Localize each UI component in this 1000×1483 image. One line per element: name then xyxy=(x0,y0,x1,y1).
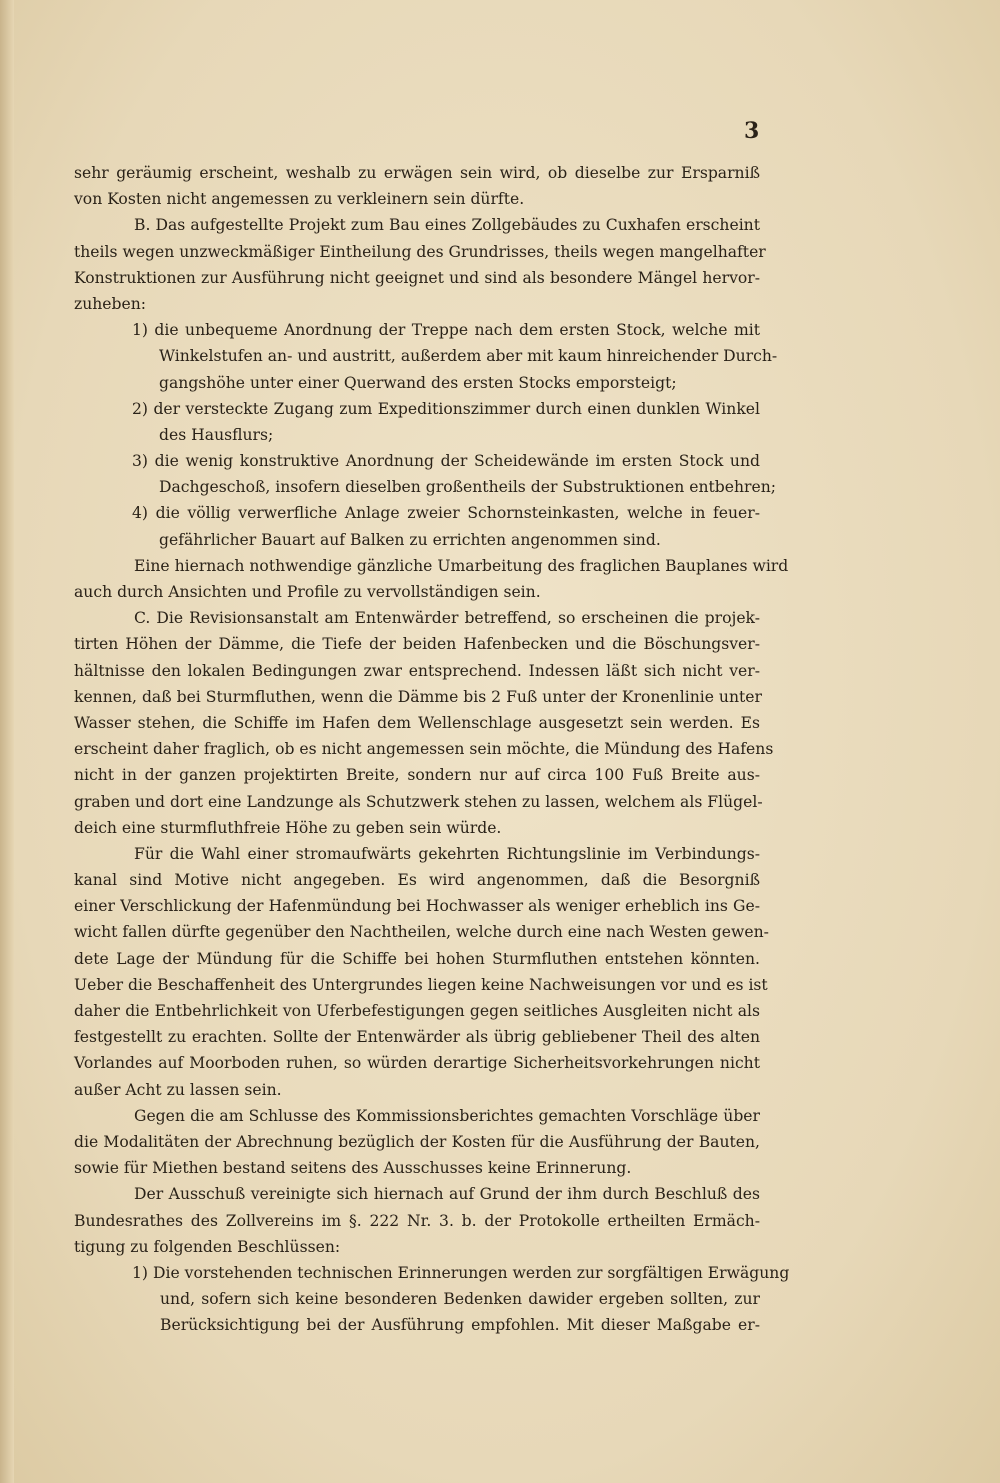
text-line: festgestellt zu erachten. Sollte der Entenwärder als übrig gebliebener Theil des alten xyxy=(74,1028,760,1047)
text-line: und, sofern sich keine besonderen Bedenken dawider ergeben sollten, zur xyxy=(160,1290,760,1309)
body-text xyxy=(74,160,790,1338)
text-line: außer Acht zu lassen sein. xyxy=(74,1080,282,1099)
text-line: sehr geräumig erscheint, weshalb zu erwägen sein wird, ob dieselbe zur Ersparniß xyxy=(74,164,760,182)
text-line: 4) die völlig verwerfliche Anlage zweier Schornsteinkasten, welche in feuer- xyxy=(132,504,760,523)
text-line: Wasser stehen, die Schiffe im Hafen dem Wellenschlage ausgesetzt sein werden. Es xyxy=(74,713,760,732)
text-line: theils wegen unzweckmäßiger Eintheilung des Grundrisses, theils wegen mangelhafter xyxy=(74,242,766,261)
text-line: nicht in der ganzen projektirten Breite, sondern nur auf circa 100 Fuß Breite aus- xyxy=(74,766,760,785)
text-line: einer Verschlickung der Hafenmündung bei Hochwasser als weniger erheblich ins Ge- xyxy=(74,897,760,916)
text-line: tirten Höhen der Dämme, die Tiefe der beiden Hafenbecken und die Böschungsver- xyxy=(74,635,760,654)
text-line: erscheint daher fraglich, ob es nicht angemessen sein möchte, die Mündung des Hafens xyxy=(74,740,774,759)
text-line: kennen, daß bei Sturmfluthen, wenn die Dämme bis 2 Fuß unter der Kronenlinie unter xyxy=(74,687,762,706)
text-line: Konstruktionen zur Ausführung nicht geeignet und sind als besondere Mängel hervor- xyxy=(74,268,760,287)
text-line: die Modalitäten der Abrechnung bezüglich der Kosten für die Ausführung der Bauten, xyxy=(74,1132,760,1151)
text-line: von Kosten nicht angemessen zu verkleinern sein dürfte. xyxy=(74,190,525,209)
text-line: Vorlandes auf Moorboden ruhen, so würden derartige Sicherheitsvorkehrungen nicht xyxy=(74,1054,760,1073)
text-line: Berücksichtigung bei der Ausführung empfohlen. Mit dieser Maßgabe er- xyxy=(160,1316,760,1335)
text-line: Eine hiernach nothwendige gänzliche Umarbeitung des fraglichen Bauplanes wird xyxy=(134,556,789,575)
text-line: Gegen die am Schlusse des Kommissionsberichtes gemachten Vorschläge über xyxy=(134,1106,760,1125)
text-line: zuheben: xyxy=(74,294,147,313)
text-line: C. Die Revisionsanstalt am Entenwärder betreffend, so erscheinen die projek- xyxy=(134,609,760,628)
text-line: Bundesrathes des Zollvereins im §. 222 Nr. 3. b. der Protokolle ertheilten Ermäch- xyxy=(74,1211,760,1230)
text-line: graben und dort eine Landzunge als Schutzwerk stehen zu lassen, welchem als Flügel- xyxy=(74,792,763,811)
text-line: wicht fallen dürfte gegenüber den Nachtheilen, welche durch eine nach Westen gewen- xyxy=(74,923,769,942)
text-line: Für die Wahl einer stromaufwärts gekehrten Richtungslinie im Verbindungs- xyxy=(134,844,760,863)
text-line: deich eine sturmfluthfreie Höhe zu geben sein würde. xyxy=(74,818,502,837)
text-line: sowie für Miethen bestand seitens des Ausschusses keine Erinnerung. xyxy=(74,1159,632,1178)
text-line: Winkelstufen an- und austritt, außerdem aber mit kaum hinreichender Durch- xyxy=(159,347,778,366)
text-line: 3) die wenig konstruktive Anordnung der Scheidewände im ersten Stock und xyxy=(132,452,760,471)
text-line: 2) der versteckte Zugang zum Expeditionszimmer durch einen dunklen Winkel xyxy=(132,399,760,418)
text-line: hältnisse den lokalen Bedingungen zwar entsprechend. Indessen läßt sich nicht ver- xyxy=(74,661,760,680)
text-line: 1) Die vorstehenden technischen Erinnerungen werden zur sorgfältigen Erwägung xyxy=(132,1263,790,1282)
text-line: gefährlicher Bauart auf Balken zu errichten angenommen sind. xyxy=(159,530,661,549)
text-line: Der Ausschuß vereinigte sich hiernach auf Grund der ihm durch Beschluß des xyxy=(134,1185,760,1204)
text-line: daher die Entbehrlichkeit von Uferbefestigungen gegen seitliches Ausgleiten nicht als xyxy=(74,1002,760,1020)
page-edge-shadow xyxy=(0,0,14,1483)
text-line: gangshöhe unter einer Querwand des ersten Stocks emporsteigt; xyxy=(159,373,677,392)
text-line: kanal sind Motive nicht angegeben. Es wird angenommen, daß die Besorgniß xyxy=(74,871,760,890)
text-line: dete Lage der Mündung für die Schiffe bei hohen Sturmfluthen entstehen könnten. xyxy=(74,949,760,968)
text-line: B. Das aufgestellte Projekt zum Bau eines Zollgebäudes zu Cuxhafen erscheint xyxy=(134,216,760,235)
text-line: tigung zu folgenden Beschlüssen: xyxy=(74,1237,341,1256)
text-line: auch durch Ansichten und Profile zu vervollständigen sein. xyxy=(74,583,541,601)
page-number: 3 xyxy=(744,118,760,144)
text-line: des Hausflurs; xyxy=(159,425,274,444)
text-line: Dachgeschoß, insofern dieselben großentheils der Substruktionen entbehren; xyxy=(159,478,776,497)
text-line: Ueber die Beschaffenheit des Untergrundes liegen keine Nachweisungen vor und es ist xyxy=(74,975,768,994)
text-line: 1) die unbequeme Anordnung der Treppe nach dem ersten Stock, welche mit xyxy=(132,321,760,340)
